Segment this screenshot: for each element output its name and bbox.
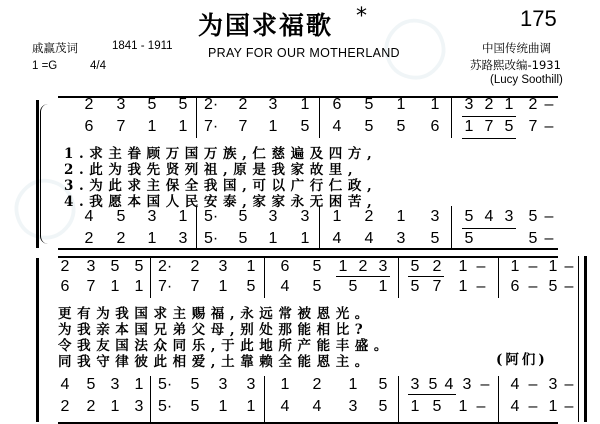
note: 4 <box>84 208 94 225</box>
note: – <box>528 376 538 393</box>
note: 1 <box>510 258 520 275</box>
note: 5 <box>432 398 442 415</box>
note: 2 <box>364 208 374 225</box>
note: 3 <box>430 208 440 225</box>
note: 5 <box>190 376 200 393</box>
bar-line <box>498 376 499 422</box>
note: 3 <box>348 398 358 415</box>
note: 2 <box>60 258 70 275</box>
note: 2 <box>116 230 126 247</box>
amen: (阿们) <box>496 352 548 368</box>
note: 1 <box>332 208 342 225</box>
note: 3 <box>134 398 144 415</box>
note: 1 <box>147 118 157 135</box>
verse-4: 4.我愿本国人民安泰,家家永无困苦, <box>64 194 378 210</box>
note: 5· <box>204 208 219 225</box>
note: 5 <box>464 230 474 247</box>
note: 5 <box>430 230 440 247</box>
note: 3 <box>396 230 406 247</box>
note: 2 <box>60 398 70 415</box>
note: 7 <box>432 278 442 295</box>
note: 1 <box>300 96 310 113</box>
note: 7 <box>86 278 96 295</box>
note: 5 <box>378 398 388 415</box>
note: 5 <box>116 208 126 225</box>
note: 3 <box>268 96 278 113</box>
note: 3 <box>504 208 514 225</box>
arranger-english: (Lucy Soothill) <box>490 74 563 86</box>
note: 6 <box>430 118 440 135</box>
note: 4 <box>332 118 342 135</box>
note: 1 <box>280 376 290 393</box>
watermark: ◯ <box>0 161 87 249</box>
note: 6 <box>280 258 290 275</box>
note: 6 <box>332 96 342 113</box>
footnote-star: * <box>356 4 367 29</box>
arranger: 苏路熙改编-1931 <box>470 58 561 72</box>
note: 2 <box>432 258 442 275</box>
note: 5 <box>528 208 538 225</box>
bar-line <box>196 206 197 248</box>
note: – <box>544 118 554 135</box>
note: 7 <box>238 118 248 135</box>
note: 1 <box>548 258 558 275</box>
note: 1 <box>218 278 228 295</box>
note: 5 <box>238 230 248 247</box>
note: 2 <box>86 398 96 415</box>
note: 1 <box>348 376 358 393</box>
note: 3 <box>178 230 188 247</box>
note: 2 <box>238 96 248 113</box>
note: 5 <box>410 258 420 275</box>
note: 5 <box>147 96 157 113</box>
note: 1 <box>268 230 278 247</box>
note: 5 <box>410 278 420 295</box>
note: 4 <box>364 230 374 247</box>
note: 3 <box>378 258 388 275</box>
note: 5 <box>178 96 188 113</box>
note: 1 <box>218 398 228 415</box>
note: 4 <box>444 376 454 393</box>
note: 5 <box>300 118 310 135</box>
note: 3 <box>464 96 474 113</box>
note: 3 <box>218 376 228 393</box>
tune-source: 中国传统曲调 <box>482 41 551 55</box>
verse-1: 1.求主眷顾万国万族,仁慈遍及四方, <box>64 146 378 162</box>
note: 1 <box>268 118 278 135</box>
note: 5 <box>238 208 248 225</box>
note: 5 <box>190 398 200 415</box>
note: 2 <box>528 96 538 113</box>
note: 2 <box>484 96 494 113</box>
note: 2 <box>358 258 368 275</box>
note: 1 <box>458 258 468 275</box>
note: – <box>476 258 486 275</box>
note: 5· <box>158 398 173 415</box>
note: 3 <box>410 376 420 393</box>
note: – <box>544 230 554 247</box>
note: 1 <box>134 278 144 295</box>
note: 7 <box>484 118 494 135</box>
bar-line <box>451 96 452 138</box>
note: 1 <box>178 118 188 135</box>
bar-line <box>264 256 265 298</box>
note: 5 <box>364 118 374 135</box>
key-signature: 1 =G <box>32 60 58 72</box>
lyricist: 戚赢茂词 <box>32 41 78 55</box>
english-title: PRAY FOR OUR MOTHERLAND <box>208 46 400 60</box>
note: – <box>528 398 538 415</box>
note: 1 <box>300 230 310 247</box>
note: 2 <box>190 258 200 275</box>
note: – <box>476 278 486 295</box>
note: 1 <box>464 118 474 135</box>
note: 1 <box>147 230 157 247</box>
hymn-title: 为国求福歌 <box>198 11 334 40</box>
system2-bottom-line <box>58 422 558 424</box>
note: – <box>528 258 538 275</box>
note: – <box>544 96 554 113</box>
note: 4 <box>510 398 520 415</box>
note: – <box>564 258 574 275</box>
bar-line <box>150 256 151 298</box>
note: 5 <box>246 278 256 295</box>
bar-line <box>196 96 197 138</box>
note: 5 <box>312 258 322 275</box>
note: 5 <box>464 208 474 225</box>
beam <box>462 228 516 229</box>
note: 3 <box>86 258 96 275</box>
note: 4 <box>280 278 290 295</box>
note: 1 <box>110 398 120 415</box>
note: – <box>564 398 574 415</box>
note: 1 <box>134 376 144 393</box>
note: 4 <box>332 230 342 247</box>
note: 1 <box>246 258 256 275</box>
note: 2· <box>158 258 173 275</box>
note: 1 <box>458 398 468 415</box>
note: 1 <box>396 208 406 225</box>
verse-2: 2.此为我先贤列祖,原是我家故里, <box>64 162 359 178</box>
note: 5· <box>158 376 173 393</box>
note: 3 <box>147 208 157 225</box>
note: 1 <box>246 398 256 415</box>
bar-line <box>398 256 399 298</box>
note: 3 <box>268 208 278 225</box>
note: 3 <box>300 208 310 225</box>
note: 5 <box>396 118 406 135</box>
note: 1 <box>430 96 440 113</box>
note: 3 <box>246 376 256 393</box>
note: – <box>480 376 490 393</box>
watermark: ◯ <box>370 1 457 89</box>
note: 7· <box>158 278 173 295</box>
beam <box>462 116 516 117</box>
note: 4 <box>280 398 290 415</box>
note: 5 <box>134 258 144 275</box>
note: 6 <box>84 118 94 135</box>
note: 4 <box>484 208 494 225</box>
bar-line <box>319 206 320 248</box>
verse-3-cont: 令我友国法众同乐,于此地所产能丰盛。 <box>58 338 393 354</box>
bar-line <box>498 256 499 298</box>
note: 2 <box>84 96 94 113</box>
bar-line <box>398 376 399 422</box>
note: 5 <box>428 376 438 393</box>
note: – <box>528 278 538 295</box>
system1-bottom-line <box>58 248 558 250</box>
note: 5 <box>86 376 96 393</box>
beam <box>408 394 456 395</box>
note: – <box>544 208 554 225</box>
note: 1 <box>110 278 120 295</box>
note: 4 <box>312 398 322 415</box>
hymn-number: 175 <box>520 6 557 31</box>
note: 2 <box>312 376 322 393</box>
note: 3 <box>462 376 472 393</box>
note: 3 <box>218 258 228 275</box>
note: 6 <box>510 278 520 295</box>
final-bar <box>584 256 587 422</box>
note: 7 <box>190 278 200 295</box>
verse-1-cont: 更有为我国求主赐福,永远常被恩光。 <box>58 306 374 322</box>
note: 5 <box>548 278 558 295</box>
time-signature: 4/4 <box>90 60 106 72</box>
note: 5 <box>504 118 514 135</box>
note: 1 <box>338 258 348 275</box>
note: 7 <box>116 118 126 135</box>
note: – <box>476 398 486 415</box>
note: – <box>564 278 574 295</box>
note: 5 <box>348 278 358 295</box>
verse-3: 3.为此求主保全我国,可以广行仁政, <box>64 178 378 194</box>
note: 1 <box>458 278 468 295</box>
note: 5 <box>110 258 120 275</box>
system1-brace <box>40 104 49 244</box>
note: 3 <box>110 376 120 393</box>
bar-line <box>150 376 151 422</box>
bar-line <box>451 206 452 248</box>
note: – <box>564 376 574 393</box>
note: 6 <box>60 278 70 295</box>
note: 3 <box>116 96 126 113</box>
note: 1 <box>410 398 420 415</box>
note: 5· <box>204 230 219 247</box>
note: 1 <box>396 96 406 113</box>
bar-line <box>264 376 265 422</box>
note: 1 <box>504 96 514 113</box>
note: 5 <box>378 376 388 393</box>
note: 2· <box>204 96 219 113</box>
note: 5 <box>528 230 538 247</box>
note: 4 <box>60 376 70 393</box>
final-bar-thin <box>578 256 579 422</box>
note: 1 <box>548 398 558 415</box>
note: 2 <box>84 230 94 247</box>
note: 1 <box>178 208 188 225</box>
bar-line <box>319 96 320 138</box>
note: 3 <box>548 376 558 393</box>
note: 7 <box>528 118 538 135</box>
beam <box>462 138 516 139</box>
note: 5 <box>312 278 322 295</box>
system2-brace-bar <box>36 258 39 422</box>
note: 7· <box>204 118 219 135</box>
note: 4 <box>510 376 520 393</box>
verse-4-cont: 同我守律彼此相爱,土靠赖全能恩主。 <box>58 354 374 370</box>
lyricist-years: 1841 - 1911 <box>112 40 173 52</box>
verse-2-cont: 为我亲本国兄弟父母,别处那能相比? <box>58 322 369 338</box>
note: 5 <box>364 96 374 113</box>
system1-brace-bar <box>36 100 39 248</box>
note: 1 <box>378 278 388 295</box>
